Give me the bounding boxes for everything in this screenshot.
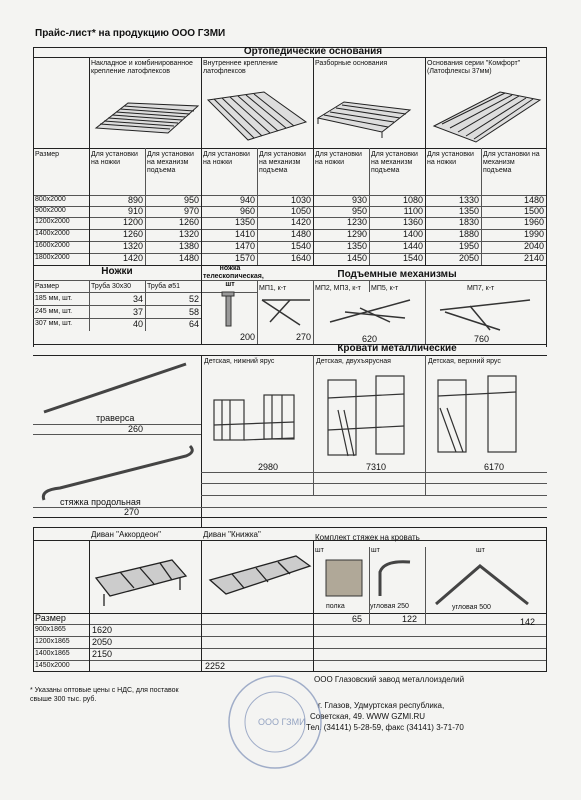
ortho-price-cell: 1360: [402, 217, 423, 227]
ortho-row-size: 800x2000: [35, 196, 66, 203]
ortho-price-cell: 1480: [178, 253, 199, 263]
bed-bunk-label: Детская, двухъярусная: [316, 358, 391, 365]
sofa-book-price: 2252: [205, 661, 226, 671]
tie-label: стяжка продольная: [60, 497, 141, 507]
lift-mp1-label: МП1, к-т: [259, 285, 287, 292]
legs-title: Ножки: [101, 266, 133, 277]
subheader-lift-3: Для установки на механизм подъема: [371, 151, 418, 174]
ortho-price-cell: 1410: [234, 229, 255, 239]
kit-corner500-label: угловая 500: [452, 604, 491, 611]
legs-size-cell: 307 мм, шт.: [35, 320, 73, 327]
ortho-price-cell: 1350: [346, 241, 367, 251]
ortho-price-cell: 1320: [122, 241, 143, 251]
ortho-price-cell: 1470: [234, 241, 255, 251]
subheader-lift-2: Для установки на механизм подъема: [259, 151, 306, 174]
ortho-type-3: Разборные основания: [315, 60, 388, 67]
ortho-price-cell: 1540: [402, 253, 423, 263]
ortho-row-size: 1800x2000: [35, 254, 70, 261]
kit-corner250-label: угловая 250: [370, 603, 409, 610]
ortho-price-cell: 910: [127, 206, 143, 216]
subheader-legs-3: Для установки на ножки: [315, 151, 362, 166]
tie-price: 270: [124, 507, 140, 517]
sofa-size-cell: 1450x2000: [35, 662, 70, 669]
ortho-price-cell: 1290: [346, 229, 367, 239]
ortho-price-cell: 1080: [402, 195, 423, 205]
ortho-price-cell: 2040: [523, 241, 544, 251]
ortho-price-cell: 1990: [523, 229, 544, 239]
ortho-price-cell: 1950: [458, 241, 479, 251]
kit-unit-1: шт: [315, 547, 324, 554]
kit-shelf-price: 65: [352, 614, 363, 624]
ortho-price-cell: 1100: [403, 206, 423, 216]
subheader-legs-4: Для установки на ножки: [427, 151, 474, 166]
metal-beds-title: Кровати металлические: [337, 343, 457, 354]
legs-price-cell: 40: [132, 319, 143, 329]
ortho-price-cell: 1540: [290, 241, 311, 251]
lift-mp7-label: МП7, к-т: [467, 285, 495, 292]
legs-price-cell: 37: [132, 307, 143, 317]
ortho-price-cell: 1350: [234, 217, 255, 227]
kit-title: Комплект стяжек на кровать: [315, 533, 420, 542]
company-address-2: Советская, 49. WWW GZMI.RU: [310, 712, 426, 721]
ortho-price-cell: 1320: [178, 229, 199, 239]
ortho-price-cell: 1420: [122, 253, 143, 263]
telescopic-label: ножка телескопическая, шт: [203, 265, 264, 288]
ortho-price-cell: 1830: [458, 217, 479, 227]
ortho-row-size: 1400x2000: [35, 230, 70, 237]
ortho-price-cell: 950: [183, 195, 199, 205]
ortho-type-1: Накладное и комбинированное крепление латофлексов: [91, 60, 193, 75]
ortho-price-cell: 1350: [458, 206, 479, 216]
kit-corner500-price: 142: [520, 617, 536, 627]
subheader-legs-2: Для установки на ножки: [203, 151, 250, 166]
lift-mp1-price: 270: [295, 332, 311, 342]
telescopic-price: 200: [239, 332, 255, 342]
ortho-price-cell: 960: [239, 206, 255, 216]
sofa-size-cell: 1400x1865: [35, 650, 70, 657]
ortho-price-cell: 1500: [523, 206, 544, 216]
bed-upper-label: Детская, верхний ярус: [428, 358, 501, 365]
subheader-lift-4: Для установки на механизм подъема: [483, 151, 540, 174]
sofa-accordion-price: 2050: [92, 637, 113, 647]
ortho-price-cell: 2050: [458, 253, 479, 263]
legs-size-header: Размер: [35, 283, 60, 290]
ortho-price-cell: 1200: [122, 217, 143, 227]
sofa-size-header: Размер: [35, 613, 66, 623]
ortho-row-size: 1600x2000: [35, 242, 70, 249]
bed-upper-price: 6170: [484, 462, 505, 472]
ortho-price-cell: 1420: [290, 217, 311, 227]
subheader-legs-1: Для установки на ножки: [91, 151, 138, 166]
kit-unit-3: шт: [476, 547, 485, 554]
ortho-price-cell: 1440: [402, 241, 423, 251]
ortho-price-cell: 1480: [290, 229, 311, 239]
lift-mp5-price: 620: [362, 334, 378, 344]
ortho-price-cell: 1960: [523, 217, 544, 227]
legs-price-cell: 58: [188, 307, 199, 317]
subheader-lift-1: Для установки на механизм подъема: [147, 151, 194, 174]
ortho-price-cell: 1570: [234, 253, 255, 263]
sofa-size-cell: 1200x1865: [35, 638, 70, 645]
ortho-price-cell: 1260: [122, 229, 143, 239]
ortho-price-cell: 1450: [346, 253, 367, 263]
ortho-title: Ортопедические основания: [243, 46, 383, 57]
kit-corner250-price: 122: [402, 614, 418, 624]
ortho-size-header: Размер: [35, 151, 60, 158]
bed-bunk-price: 7310: [366, 462, 387, 472]
legs-col-round: Труба ø51: [147, 283, 181, 290]
footnote: * Указаны оптовые цены с НДС, для поставок свыше 300 тыс. руб.: [30, 687, 179, 703]
ortho-row-size: 900x2000: [35, 207, 66, 214]
sofa-book-title: Диван "Книжка": [203, 530, 261, 539]
ortho-type-2: Внутреннее крепление латофлексов: [203, 60, 278, 75]
ortho-price-cell: 1380: [178, 241, 199, 251]
bed-lower-price: 2980: [258, 462, 279, 472]
ortho-price-cell: 970: [183, 206, 199, 216]
kit-shelf-label: полка: [326, 603, 345, 610]
ortho-price-cell: 1880: [458, 229, 479, 239]
ortho-price-cell: 1400: [402, 229, 423, 239]
ortho-type-4: Основания серии "Комфорт" (Латофлексы 37мм): [427, 60, 521, 75]
ortho-price-cell: 1230: [346, 217, 367, 227]
svg-text:ООО ГЗМИ: ООО ГЗМИ: [258, 717, 306, 727]
ortho-price-cell: 1260: [178, 217, 199, 227]
ortho-row-size: 1200x2000: [35, 218, 70, 225]
company-phone: Тел. (34141) 5-28-59, факс (34141) 3-71-70: [306, 723, 464, 732]
kit-unit-2: шт: [371, 547, 380, 554]
sofa-size-cell: 900x1865: [35, 626, 66, 633]
page-title: Прайс-лист* на продукцию ООО ГЗМИ: [35, 28, 226, 39]
lift-title: Подъемные механизмы: [337, 269, 457, 280]
ortho-price-cell: 2140: [523, 253, 544, 263]
legs-col-square: Труба 30х30: [91, 283, 132, 290]
ortho-price-cell: 1050: [290, 206, 311, 216]
ortho-price-cell: 950: [351, 206, 367, 216]
ortho-price-cell: 1640: [290, 253, 311, 263]
ortho-price-cell: 890: [127, 195, 143, 205]
sofa-accordion-price: 1620: [92, 625, 113, 635]
sofa-accordion-price: 2150: [92, 649, 113, 659]
legs-size-cell: 245 мм, шт.: [35, 308, 73, 315]
company-name: ООО Глазовский завод металлоизделий: [314, 675, 465, 684]
company-address-1: г. Глазов, Удмуртская республика,: [318, 701, 445, 710]
traverse-price: 260: [128, 424, 144, 434]
legs-price-cell: 52: [188, 294, 199, 304]
lift-mp2-label: МП2, МП3, к-т: [315, 285, 361, 292]
traverse-label: траверса: [96, 413, 135, 423]
sofa-accordion-title: Диван "Аккордеон": [91, 530, 161, 539]
lift-mp7-price: 760: [474, 334, 490, 344]
legs-size-cell: 185 мм, шт.: [35, 295, 73, 302]
ortho-price-cell: 940: [239, 195, 255, 205]
ortho-price-cell: 1480: [523, 195, 544, 205]
ortho-price-cell: 1330: [458, 195, 479, 205]
lift-mp5-label: МП5, к-т: [371, 285, 399, 292]
bed-lower-label: Детская, нижний ярус: [204, 358, 275, 365]
ortho-price-cell: 930: [351, 195, 367, 205]
ortho-price-cell: 1030: [290, 195, 311, 205]
legs-price-cell: 64: [188, 319, 199, 329]
legs-price-cell: 34: [132, 294, 143, 304]
